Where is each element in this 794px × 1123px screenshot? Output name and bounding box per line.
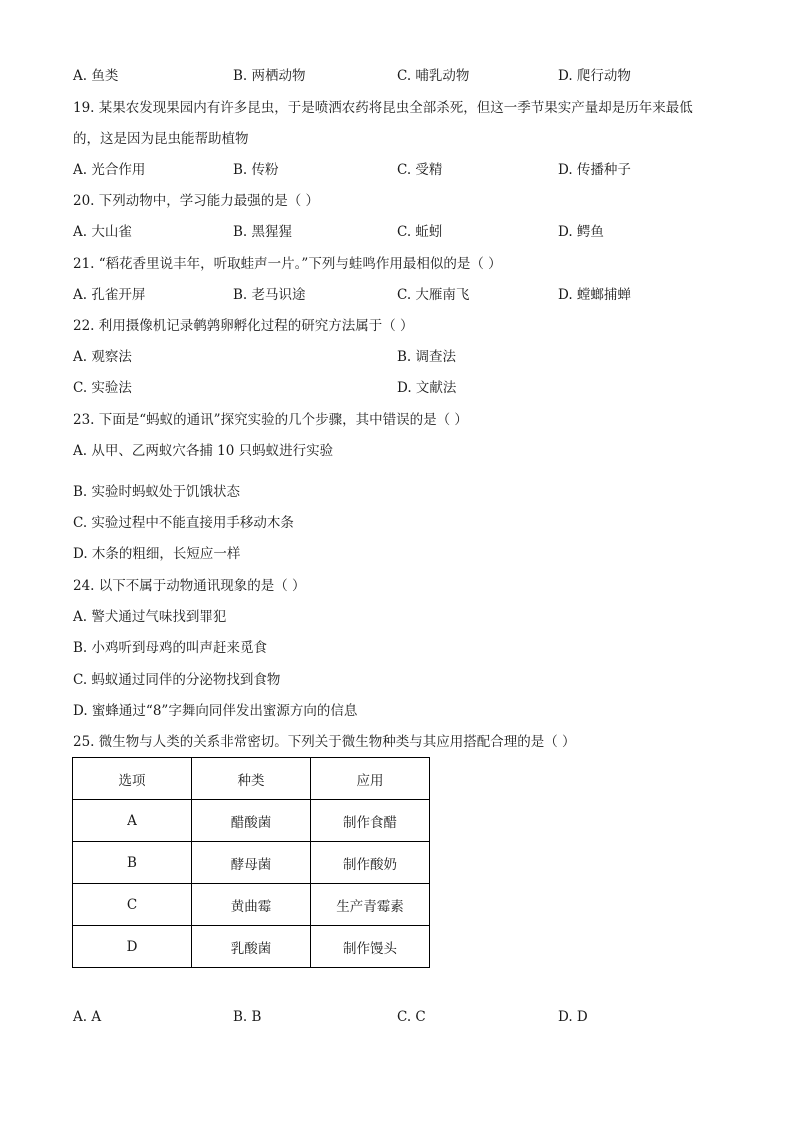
q24-stem: 24. 以下不属于动物通讯现象的是（ ） [73,578,306,594]
q20-stem: 20. 下列动物中，学习能力最强的是（ ） [73,193,320,209]
q19-stem-line1: 19. 某果农发现果园内有许多昆虫，于是喷洒农药将昆虫全部杀死，但这一季节果实产量却是历年来最低 [73,100,693,116]
table-header-cell: 种类 [192,758,311,800]
table-cell: 制作馒头 [311,926,430,968]
table-cell: 生产青霉素 [311,884,430,926]
q25-stem: 25. 微生物与人类的关系非常密切。下列关于微生物种类与其应用搭配合理的是（ ） [73,734,576,750]
q25-option-d: D. D [558,1009,588,1025]
q18-option-b: B. 两栖动物 [233,68,306,84]
q21-option-c: C. 大雁南飞 [397,287,470,303]
q20-option-d: D. 鳄鱼 [558,224,604,240]
q19-option-d: D. 传播种子 [558,162,631,178]
q19-option-a: A. 光合作用 [73,162,146,178]
q24-option-a: A. 警犬通过气味找到罪犯 [73,609,227,625]
q23-option-b: B. 实验时蚂蚁处于饥饿状态 [73,484,241,500]
table-cell: 醋酸菌 [192,800,311,842]
table-cell: 制作食醋 [311,800,430,842]
q22-option-b: B. 调查法 [397,349,457,365]
table-cell: 酵母菌 [192,842,311,884]
table-cell: 乳酸菌 [192,926,311,968]
q22-option-c: C. 实验法 [73,380,132,396]
table-cell: 黄曲霉 [192,884,311,926]
table-header-cell: 选项 [73,758,192,800]
q23-option-a: A. 从甲、乙两蚁穴各捕 10 只蚂蚁进行实验 [73,443,334,459]
q25-option-b: B. B [233,1009,262,1025]
q21-option-a: A. 孔雀开屏 [73,287,146,303]
table-row [73,842,430,884]
table-row [73,800,430,842]
q23-stem: 23. 下面是“蚂蚁的通讯”探究实验的几个步骤，其中错误的是（ ） [73,412,468,428]
table-cell: C [73,884,192,926]
q18-option-c: C. 哺乳动物 [397,68,470,84]
q24-option-b: B. 小鸡听到母鸡的叫声赶来觅食 [73,640,268,656]
q19-option-c: C. 受精 [397,162,443,178]
q20-option-a: A. 大山雀 [73,224,132,240]
table-cell: 制作酸奶 [311,842,430,884]
q22-option-d: D. 文献法 [397,380,457,396]
q20-option-c: C. 蚯蚓 [397,224,443,240]
q25-table [72,757,430,968]
q23-option-c: C. 实验过程中不能直接用手移动木条 [73,515,294,531]
q19-option-b: B. 传粉 [233,162,279,178]
table-cell: D [73,926,192,968]
q24-option-d: D. 蜜蜂通过“8”字舞向同伴发出蜜源方向的信息 [73,703,358,719]
q18-option-a: A. 鱼类 [73,68,119,84]
q25-option-c: C. C [397,1009,426,1025]
q22-option-a: A. 观察法 [73,349,132,365]
q22-stem: 22. 利用摄像机记录鹌鹑卵孵化过程的研究方法属于（ ） [73,318,414,334]
q18-option-d: D. 爬行动物 [558,68,631,84]
q21-option-b: B. 老马识途 [233,287,306,303]
q21-stem: 21. “稻花香里说丰年，听取蛙声一片。”下列与蛙鸣作用最相似的是（ ） [73,256,502,272]
table-cell: A [73,800,192,842]
q25-option-a: A. A [73,1009,102,1025]
q23-option-d: D. 木条的粗细，长短应一样 [73,546,241,562]
q20-option-b: B. 黑猩猩 [233,224,293,240]
table-header-row [73,758,430,800]
q24-option-c: C. 蚂蚁通过同伴的分泌物找到食物 [73,672,281,688]
table-row [73,926,430,968]
q21-option-d: D. 螳螂捕蝉 [558,287,631,303]
table-header-cell: 应用 [311,758,430,800]
table-cell: B [73,842,192,884]
q19-stem-line2: 的，这是因为昆虫能帮助植物 [73,131,249,147]
table-row [73,884,430,926]
